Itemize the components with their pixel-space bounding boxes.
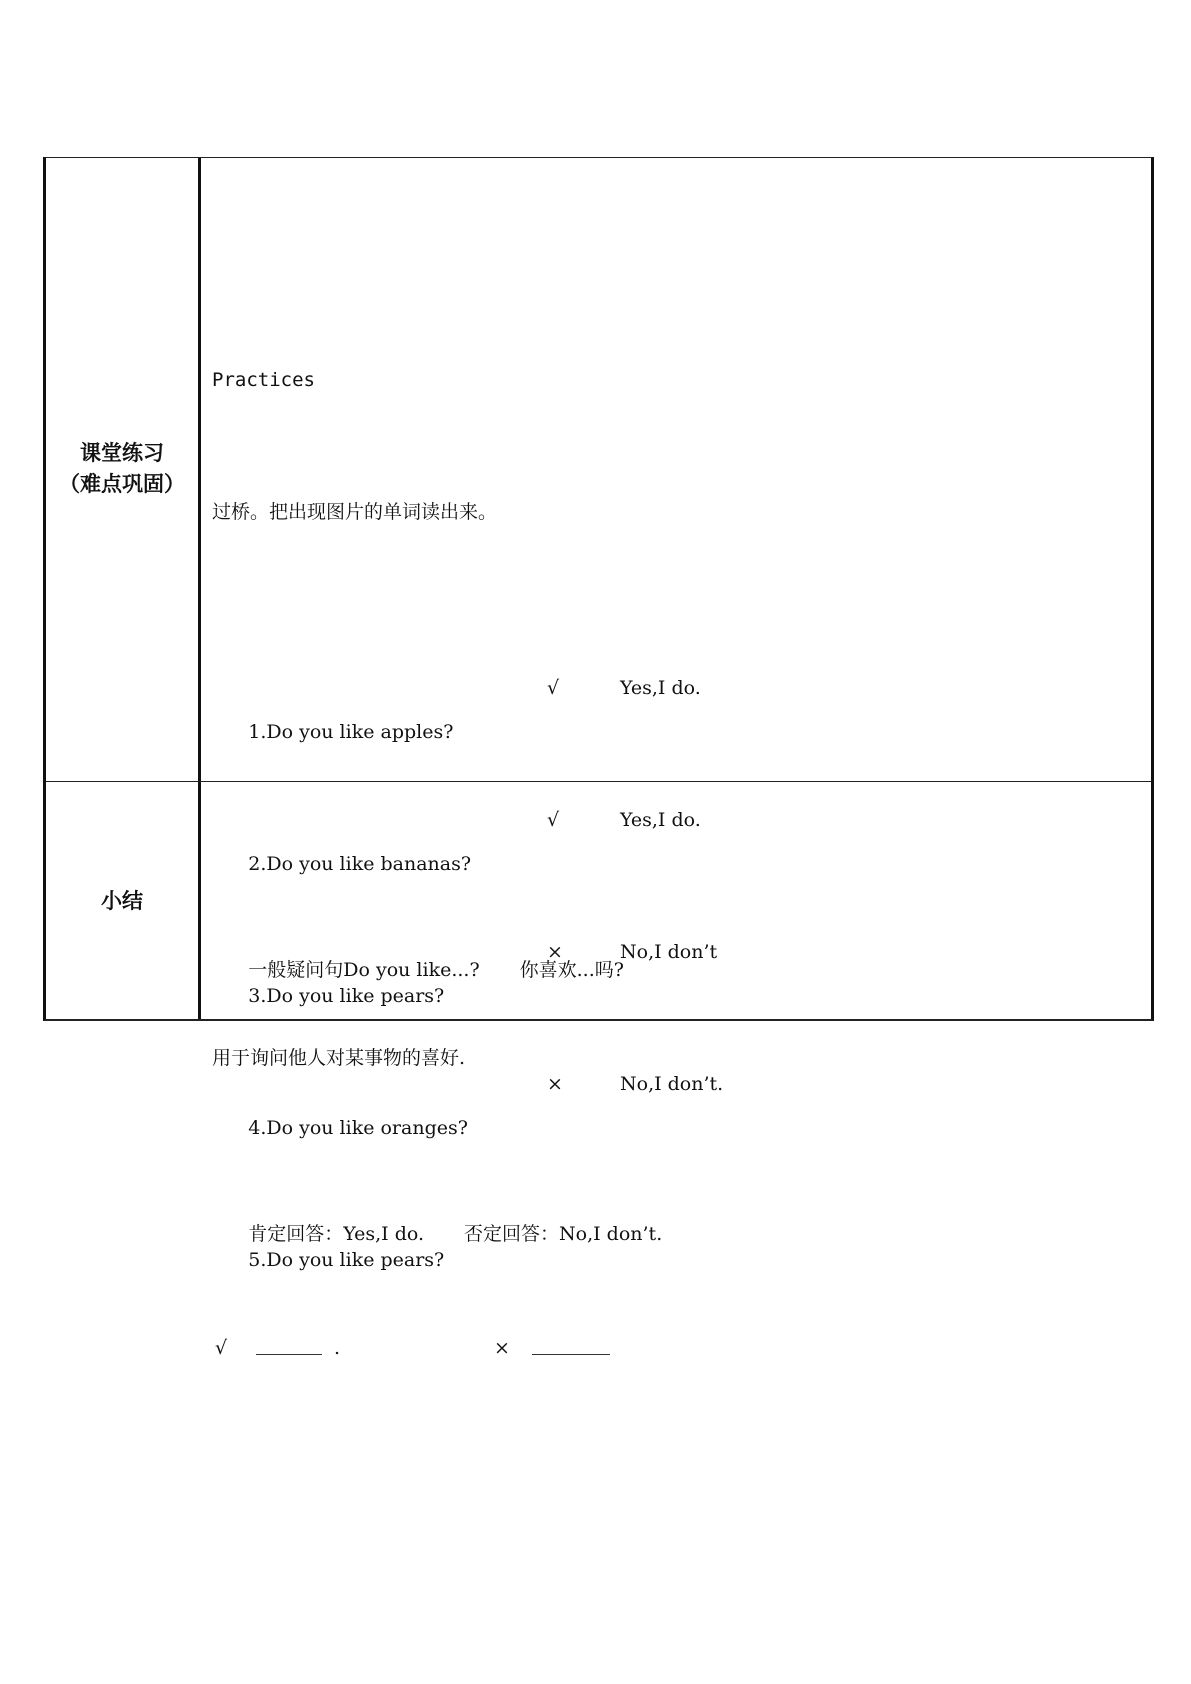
check-mark: √: [215, 1337, 228, 1359]
blank-period: .: [334, 1337, 341, 1359]
item-question: 2.Do you like bananas?: [248, 853, 472, 875]
check-mark: √: [547, 677, 560, 699]
practice-label-line1: 课堂练习: [80, 441, 164, 465]
practice-instruction: 过桥。把出现图片的单词读出来。: [212, 501, 498, 523]
item-question: 1.Do you like apples?: [248, 721, 454, 743]
summary-row-label: 小结: [101, 889, 143, 913]
item-answer: Yes,I do.: [620, 809, 701, 831]
item-question: 4.Do you like oranges?: [248, 1117, 468, 1139]
practice-heading: Practices: [212, 369, 315, 391]
summary-line-2: 用于询问他人对某事物的喜好.: [212, 1047, 466, 1069]
summary-question-meaning: 你喜欢...吗?: [519, 959, 624, 981]
summary-content: [212, 816, 662, 1300]
summary-line-3: [212, 1168, 663, 1245]
answer-blank-positive[interactable]: [256, 1332, 322, 1355]
item-answer: No,I don’t: [620, 941, 718, 963]
practice-item-1: [212, 666, 701, 743]
cross-mark: ×: [547, 1073, 563, 1095]
cross-mark: ×: [494, 1337, 510, 1359]
column-divider: [198, 158, 201, 1019]
summary-negative-answer: 否定回答：No,I don’t.: [464, 1223, 663, 1245]
item-answer: No,I don’t.: [620, 1073, 724, 1095]
lesson-table: [43, 157, 1154, 1359]
summary-line-1: [212, 904, 662, 981]
cross-mark: ×: [547, 941, 563, 963]
item-question: 5.Do you like pears?: [248, 1249, 445, 1271]
summary-question-pattern: 一般疑问句Do you like...?: [248, 959, 480, 981]
summary-positive-answer: 肯定回答：Yes,I do.: [248, 1223, 425, 1245]
practice-label-line2: （难点巩固）: [59, 472, 185, 496]
item-answer: Yes,I do.: [620, 677, 701, 699]
check-mark: √: [547, 809, 560, 831]
answer-blank-negative[interactable]: [532, 1332, 610, 1355]
practice-item-5-answers: [212, 1326, 510, 1370]
practice-row-label: [46, 438, 198, 500]
item-question: 3.Do you like pears?: [248, 985, 445, 1007]
